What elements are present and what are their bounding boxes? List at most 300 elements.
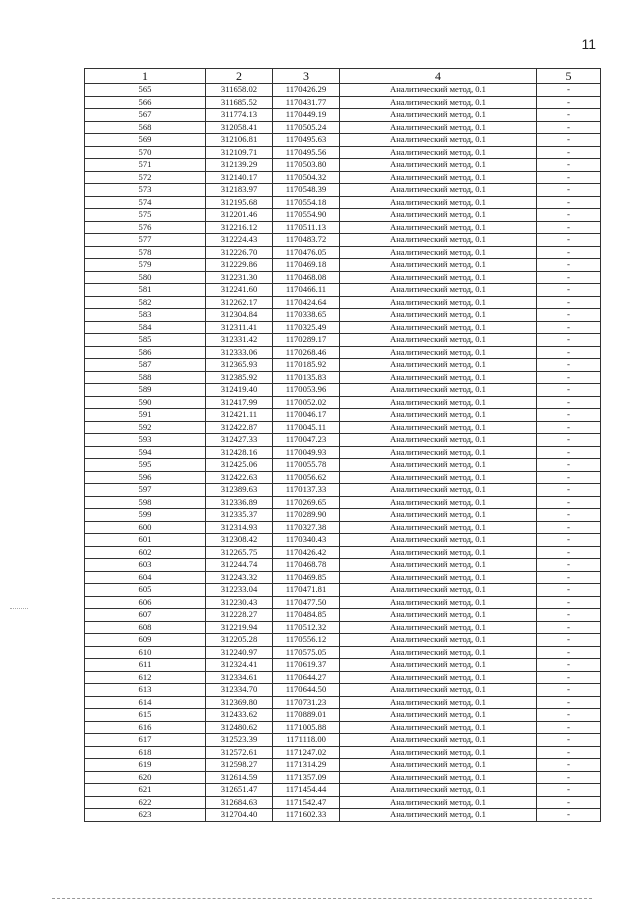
cell-method-accuracy: Аналитический метод, 0.1: [340, 596, 537, 609]
cell-point-number: 581: [85, 284, 206, 297]
cell-note: -: [537, 359, 601, 372]
table-row: [85, 159, 601, 172]
table-row: [85, 559, 601, 572]
table-row: [85, 546, 601, 559]
cell-x-coordinate: 311774.13: [206, 109, 273, 122]
cell-point-number: 606: [85, 596, 206, 609]
cell-y-coordinate: 1170644.27: [273, 671, 340, 684]
cell-x-coordinate: 312224.43: [206, 234, 273, 247]
cell-y-coordinate: 1170047.23: [273, 434, 340, 447]
table-row: [85, 184, 601, 197]
cell-note: -: [537, 571, 601, 584]
table-row: [85, 534, 601, 547]
cell-method-accuracy: Аналитический метод, 0.1: [340, 271, 537, 284]
table-row: [85, 359, 601, 372]
cell-y-coordinate: 1170045.11: [273, 421, 340, 434]
cell-x-coordinate: 312195.68: [206, 196, 273, 209]
cell-x-coordinate: 312314.93: [206, 521, 273, 534]
cell-x-coordinate: 312311.41: [206, 321, 273, 334]
cell-method-accuracy: Аналитический метод, 0.1: [340, 796, 537, 809]
table-row: [85, 459, 601, 472]
cell-note: -: [537, 234, 601, 247]
cell-method-accuracy: Аналитический метод, 0.1: [340, 134, 537, 147]
cell-y-coordinate: 1170289.17: [273, 334, 340, 347]
cell-method-accuracy: Аналитический метод, 0.1: [340, 209, 537, 222]
cell-y-coordinate: 1170505.24: [273, 121, 340, 134]
cell-note: -: [537, 584, 601, 597]
cell-y-coordinate: 1170468.08: [273, 271, 340, 284]
cell-y-coordinate: 1170426.42: [273, 546, 340, 559]
cell-note: -: [537, 96, 601, 109]
cell-method-accuracy: Аналитический метод, 0.1: [340, 509, 537, 522]
cell-point-number: 616: [85, 721, 206, 734]
cell-x-coordinate: 312265.75: [206, 546, 273, 559]
cell-point-number: 622: [85, 796, 206, 809]
cell-note: -: [537, 146, 601, 159]
cell-x-coordinate: 312216.12: [206, 221, 273, 234]
cell-note: -: [537, 196, 601, 209]
cell-x-coordinate: 312598.27: [206, 759, 273, 772]
cell-x-coordinate: 312324.41: [206, 659, 273, 672]
cell-x-coordinate: 312428.16: [206, 446, 273, 459]
cell-y-coordinate: 1170889.01: [273, 709, 340, 722]
cell-method-accuracy: Аналитический метод, 0.1: [340, 221, 537, 234]
cell-point-number: 607: [85, 609, 206, 622]
cell-x-coordinate: 312334.70: [206, 684, 273, 697]
table-body: [85, 84, 601, 822]
cell-point-number: 619: [85, 759, 206, 772]
cell-point-number: 600: [85, 521, 206, 534]
cell-y-coordinate: 1170424.64: [273, 296, 340, 309]
cell-note: -: [537, 346, 601, 359]
cell-x-coordinate: 312334.61: [206, 671, 273, 684]
cell-x-coordinate: 312139.29: [206, 159, 273, 172]
table-row: [85, 484, 601, 497]
cell-note: -: [537, 134, 601, 147]
cell-x-coordinate: 312244.74: [206, 559, 273, 572]
cell-point-number: 611: [85, 659, 206, 672]
cell-point-number: 604: [85, 571, 206, 584]
cell-y-coordinate: 1170476.05: [273, 246, 340, 259]
cell-note: -: [537, 459, 601, 472]
table-row: [85, 134, 601, 147]
cell-x-coordinate: 312684.63: [206, 796, 273, 809]
cell-x-coordinate: 312229.86: [206, 259, 273, 272]
cell-note: -: [537, 659, 601, 672]
scan-margin-mark: [10, 608, 28, 609]
cell-y-coordinate: 1170431.77: [273, 96, 340, 109]
cell-x-coordinate: 312308.42: [206, 534, 273, 547]
cell-y-coordinate: 1170269.65: [273, 496, 340, 509]
cell-point-number: 613: [85, 684, 206, 697]
table-row: [85, 121, 601, 134]
cell-y-coordinate: 1170426.29: [273, 84, 340, 97]
cell-note: -: [537, 246, 601, 259]
cell-note: -: [537, 421, 601, 434]
cell-y-coordinate: 1170056.62: [273, 471, 340, 484]
table-row: [85, 346, 601, 359]
cell-note: -: [537, 371, 601, 384]
cell-method-accuracy: Аналитический метод, 0.1: [340, 696, 537, 709]
cell-x-coordinate: 312231.30: [206, 271, 273, 284]
cell-note: -: [537, 284, 601, 297]
table-row: [85, 796, 601, 809]
cell-x-coordinate: 312614.59: [206, 771, 273, 784]
cell-point-number: 586: [85, 346, 206, 359]
cell-method-accuracy: Аналитический метод, 0.1: [340, 159, 537, 172]
table-row: [85, 334, 601, 347]
cell-method-accuracy: Аналитический метод, 0.1: [340, 259, 537, 272]
cell-point-number: 609: [85, 634, 206, 647]
table-row: [85, 246, 601, 259]
cell-x-coordinate: 312140.17: [206, 171, 273, 184]
cell-note: -: [537, 521, 601, 534]
cell-note: -: [537, 259, 601, 272]
cell-method-accuracy: Аналитический метод, 0.1: [340, 621, 537, 634]
cell-note: -: [537, 84, 601, 97]
table-row: [85, 496, 601, 509]
cell-x-coordinate: 312422.87: [206, 421, 273, 434]
cell-method-accuracy: Аналитический метод, 0.1: [340, 196, 537, 209]
cell-x-coordinate: 312336.89: [206, 496, 273, 509]
cell-note: -: [537, 109, 601, 122]
cell-y-coordinate: 1170554.90: [273, 209, 340, 222]
cell-method-accuracy: Аналитический метод, 0.1: [340, 84, 537, 97]
cell-note: -: [537, 471, 601, 484]
table-row: [85, 109, 601, 122]
cell-note: -: [537, 496, 601, 509]
cell-note: -: [537, 709, 601, 722]
cell-point-number: 582: [85, 296, 206, 309]
table-row: [85, 209, 601, 222]
cell-note: -: [537, 334, 601, 347]
cell-method-accuracy: Аналитический метод, 0.1: [340, 459, 537, 472]
cell-y-coordinate: 1170466.11: [273, 284, 340, 297]
cell-note: -: [537, 596, 601, 609]
table-row: [85, 409, 601, 422]
page-number: 11: [581, 36, 596, 52]
cell-y-coordinate: 1170135.83: [273, 371, 340, 384]
table-row: [85, 596, 601, 609]
cell-point-number: 621: [85, 784, 206, 797]
cell-x-coordinate: 312572.61: [206, 746, 273, 759]
cell-y-coordinate: 1170512.32: [273, 621, 340, 634]
cell-note: -: [537, 396, 601, 409]
table-row: [85, 759, 601, 772]
cell-y-coordinate: 1170338.65: [273, 309, 340, 322]
coordinates-table: [84, 68, 601, 822]
cell-y-coordinate: 1170185.92: [273, 359, 340, 372]
cell-method-accuracy: Аналитический метод, 0.1: [340, 634, 537, 647]
cell-method-accuracy: Аналитический метод, 0.1: [340, 346, 537, 359]
cell-note: -: [537, 721, 601, 734]
cell-note: -: [537, 796, 601, 809]
cell-note: -: [537, 184, 601, 197]
cell-method-accuracy: Аналитический метод, 0.1: [340, 246, 537, 259]
cell-note: -: [537, 309, 601, 322]
cell-point-number: 577: [85, 234, 206, 247]
table-row: [85, 809, 601, 822]
cell-note: -: [537, 446, 601, 459]
table-row: [85, 509, 601, 522]
cell-method-accuracy: Аналитический метод, 0.1: [340, 309, 537, 322]
cell-y-coordinate: 1170325.49: [273, 321, 340, 334]
cell-note: -: [537, 209, 601, 222]
cell-y-coordinate: 1170731.23: [273, 696, 340, 709]
cell-y-coordinate: 1170471.81: [273, 584, 340, 597]
cell-method-accuracy: Аналитический метод, 0.1: [340, 121, 537, 134]
cell-note: -: [537, 671, 601, 684]
cell-point-number: 593: [85, 434, 206, 447]
cell-method-accuracy: Аналитический метод, 0.1: [340, 234, 537, 247]
table-row: [85, 384, 601, 397]
cell-method-accuracy: Аналитический метод, 0.1: [340, 809, 537, 822]
cell-method-accuracy: Аналитический метод, 0.1: [340, 759, 537, 772]
cell-x-coordinate: 312228.27: [206, 609, 273, 622]
cell-point-number: 610: [85, 646, 206, 659]
cell-note: -: [537, 434, 601, 447]
cell-y-coordinate: 1170053.96: [273, 384, 340, 397]
cell-method-accuracy: Аналитический метод, 0.1: [340, 584, 537, 597]
cell-method-accuracy: Аналитический метод, 0.1: [340, 734, 537, 747]
cell-point-number: 574: [85, 196, 206, 209]
cell-method-accuracy: Аналитический метод, 0.1: [340, 171, 537, 184]
cell-point-number: 617: [85, 734, 206, 747]
cell-note: -: [537, 559, 601, 572]
table-row: [85, 584, 601, 597]
cell-y-coordinate: 1170556.12: [273, 634, 340, 647]
cell-point-number: 583: [85, 309, 206, 322]
cell-x-coordinate: 312183.97: [206, 184, 273, 197]
table-row: [85, 684, 601, 697]
cell-method-accuracy: Аналитический метод, 0.1: [340, 471, 537, 484]
table-row: [85, 84, 601, 97]
cell-point-number: 587: [85, 359, 206, 372]
cell-method-accuracy: Аналитический метод, 0.1: [340, 709, 537, 722]
cell-point-number: 576: [85, 221, 206, 234]
cell-point-number: 588: [85, 371, 206, 384]
table-row: [85, 621, 601, 634]
cell-method-accuracy: Аналитический метод, 0.1: [340, 521, 537, 534]
cell-point-number: 615: [85, 709, 206, 722]
cell-y-coordinate: 1170484.85: [273, 609, 340, 622]
cell-y-coordinate: 1171118.00: [273, 734, 340, 747]
cell-y-coordinate: 1171602.33: [273, 809, 340, 822]
cell-method-accuracy: Аналитический метод, 0.1: [340, 109, 537, 122]
table-row: [85, 671, 601, 684]
cell-y-coordinate: 1170548.39: [273, 184, 340, 197]
cell-method-accuracy: Аналитический метод, 0.1: [340, 296, 537, 309]
cell-method-accuracy: Аналитический метод, 0.1: [340, 571, 537, 584]
cell-point-number: 601: [85, 534, 206, 547]
cell-y-coordinate: 1171247.02: [273, 746, 340, 759]
cell-y-coordinate: 1170495.63: [273, 134, 340, 147]
cell-point-number: 614: [85, 696, 206, 709]
cell-method-accuracy: Аналитический метод, 0.1: [340, 609, 537, 622]
cell-x-coordinate: 312205.28: [206, 634, 273, 647]
table-row: [85, 659, 601, 672]
cell-y-coordinate: 1170477.50: [273, 596, 340, 609]
table-row: [85, 696, 601, 709]
cell-method-accuracy: Аналитический метод, 0.1: [340, 384, 537, 397]
cell-note: -: [537, 384, 601, 397]
table-row: [85, 771, 601, 784]
cell-point-number: 618: [85, 746, 206, 759]
table-row: [85, 784, 601, 797]
cell-point-number: 580: [85, 271, 206, 284]
cell-x-coordinate: 312427.33: [206, 434, 273, 447]
cell-method-accuracy: Аналитический метод, 0.1: [340, 334, 537, 347]
table-row: [85, 96, 601, 109]
cell-x-coordinate: 311685.52: [206, 96, 273, 109]
cell-y-coordinate: 1171357.09: [273, 771, 340, 784]
cell-method-accuracy: Аналитический метод, 0.1: [340, 671, 537, 684]
cell-method-accuracy: Аналитический метод, 0.1: [340, 434, 537, 447]
cell-method-accuracy: Аналитический метод, 0.1: [340, 546, 537, 559]
cell-note: -: [537, 171, 601, 184]
table-row: [85, 434, 601, 447]
table-row: [85, 721, 601, 734]
table-row: [85, 296, 601, 309]
table-row: [85, 259, 601, 272]
table-row: [85, 446, 601, 459]
table-row: [85, 746, 601, 759]
cell-note: -: [537, 746, 601, 759]
cell-y-coordinate: 1170049.93: [273, 446, 340, 459]
cell-method-accuracy: Аналитический метод, 0.1: [340, 321, 537, 334]
table-row: [85, 234, 601, 247]
header-row: [85, 69, 601, 84]
cell-y-coordinate: 1170469.85: [273, 571, 340, 584]
cell-point-number: 595: [85, 459, 206, 472]
cell-x-coordinate: 312523.39: [206, 734, 273, 747]
cell-x-coordinate: 312230.43: [206, 596, 273, 609]
cell-point-number: 590: [85, 396, 206, 409]
cell-note: -: [537, 546, 601, 559]
cell-point-number: 599: [85, 509, 206, 522]
cell-point-number: 578: [85, 246, 206, 259]
table-row: [85, 371, 601, 384]
table-row: [85, 421, 601, 434]
table-row: [85, 571, 601, 584]
cell-note: -: [537, 634, 601, 647]
cell-method-accuracy: Аналитический метод, 0.1: [340, 396, 537, 409]
cell-x-coordinate: 312389.63: [206, 484, 273, 497]
cell-method-accuracy: Аналитический метод, 0.1: [340, 659, 537, 672]
cell-note: -: [537, 784, 601, 797]
cell-method-accuracy: Аналитический метод, 0.1: [340, 559, 537, 572]
cell-x-coordinate: 311658.02: [206, 84, 273, 97]
cell-point-number: 608: [85, 621, 206, 634]
cell-point-number: 589: [85, 384, 206, 397]
cell-note: -: [537, 221, 601, 234]
cell-x-coordinate: 312241.60: [206, 284, 273, 297]
table-row: [85, 221, 601, 234]
cell-point-number: 620: [85, 771, 206, 784]
cell-y-coordinate: 1170055.78: [273, 459, 340, 472]
cell-point-number: 585: [85, 334, 206, 347]
cell-x-coordinate: 312421.11: [206, 409, 273, 422]
cell-note: -: [537, 771, 601, 784]
cell-note: -: [537, 409, 601, 422]
cell-y-coordinate: 1170052.02: [273, 396, 340, 409]
cell-y-coordinate: 1170644.50: [273, 684, 340, 697]
cell-note: -: [537, 159, 601, 172]
table-row: [85, 309, 601, 322]
cell-point-number: 567: [85, 109, 206, 122]
cell-note: -: [537, 759, 601, 772]
cell-method-accuracy: Аналитический метод, 0.1: [340, 371, 537, 384]
table-header: [85, 69, 601, 84]
cell-x-coordinate: 312369.80: [206, 696, 273, 709]
cell-note: -: [537, 734, 601, 747]
cell-point-number: 623: [85, 809, 206, 822]
cell-method-accuracy: Аналитический метод, 0.1: [340, 721, 537, 734]
cell-method-accuracy: Аналитический метод, 0.1: [340, 771, 537, 784]
cell-point-number: 579: [85, 259, 206, 272]
cell-note: -: [537, 534, 601, 547]
cell-y-coordinate: 1170469.18: [273, 259, 340, 272]
cell-y-coordinate: 1170268.46: [273, 346, 340, 359]
cell-y-coordinate: 1170468.78: [273, 559, 340, 572]
cell-note: -: [537, 621, 601, 634]
cell-method-accuracy: Аналитический метод, 0.1: [340, 746, 537, 759]
column-header-1: 1: [85, 69, 206, 84]
cell-note: -: [537, 321, 601, 334]
cell-method-accuracy: Аналитический метод, 0.1: [340, 421, 537, 434]
column-header-5: 5: [537, 69, 601, 84]
cell-y-coordinate: 1171542.47: [273, 796, 340, 809]
table-row: [85, 271, 601, 284]
cell-y-coordinate: 1170503.80: [273, 159, 340, 172]
cell-x-coordinate: 312651.47: [206, 784, 273, 797]
cell-x-coordinate: 312333.06: [206, 346, 273, 359]
cell-x-coordinate: 312385.92: [206, 371, 273, 384]
cell-method-accuracy: Аналитический метод, 0.1: [340, 534, 537, 547]
cell-method-accuracy: Аналитический метод, 0.1: [340, 684, 537, 697]
cell-point-number: 568: [85, 121, 206, 134]
cell-method-accuracy: Аналитический метод, 0.1: [340, 184, 537, 197]
cell-note: -: [537, 509, 601, 522]
cell-note: -: [537, 684, 601, 697]
cell-x-coordinate: 312417.99: [206, 396, 273, 409]
cell-note: -: [537, 121, 601, 134]
cell-y-coordinate: 1170449.19: [273, 109, 340, 122]
cell-point-number: 571: [85, 159, 206, 172]
cell-point-number: 598: [85, 496, 206, 509]
cell-x-coordinate: 312109.71: [206, 146, 273, 159]
cell-x-coordinate: 312262.17: [206, 296, 273, 309]
table-row: [85, 146, 601, 159]
cell-point-number: 573: [85, 184, 206, 197]
cell-x-coordinate: 312425.06: [206, 459, 273, 472]
cell-y-coordinate: 1170554.18: [273, 196, 340, 209]
cell-method-accuracy: Аналитический метод, 0.1: [340, 646, 537, 659]
cell-method-accuracy: Аналитический метод, 0.1: [340, 784, 537, 797]
cell-x-coordinate: 312335.37: [206, 509, 273, 522]
cell-method-accuracy: Аналитический метод, 0.1: [340, 359, 537, 372]
cell-x-coordinate: 312240.97: [206, 646, 273, 659]
cell-y-coordinate: 1171314.29: [273, 759, 340, 772]
cell-method-accuracy: Аналитический метод, 0.1: [340, 484, 537, 497]
cell-note: -: [537, 646, 601, 659]
cell-y-coordinate: 1170575.05: [273, 646, 340, 659]
cell-y-coordinate: 1170340.43: [273, 534, 340, 547]
cell-x-coordinate: 312365.93: [206, 359, 273, 372]
cell-y-coordinate: 1170137.33: [273, 484, 340, 497]
cell-x-coordinate: 312201.46: [206, 209, 273, 222]
cell-point-number: 596: [85, 471, 206, 484]
